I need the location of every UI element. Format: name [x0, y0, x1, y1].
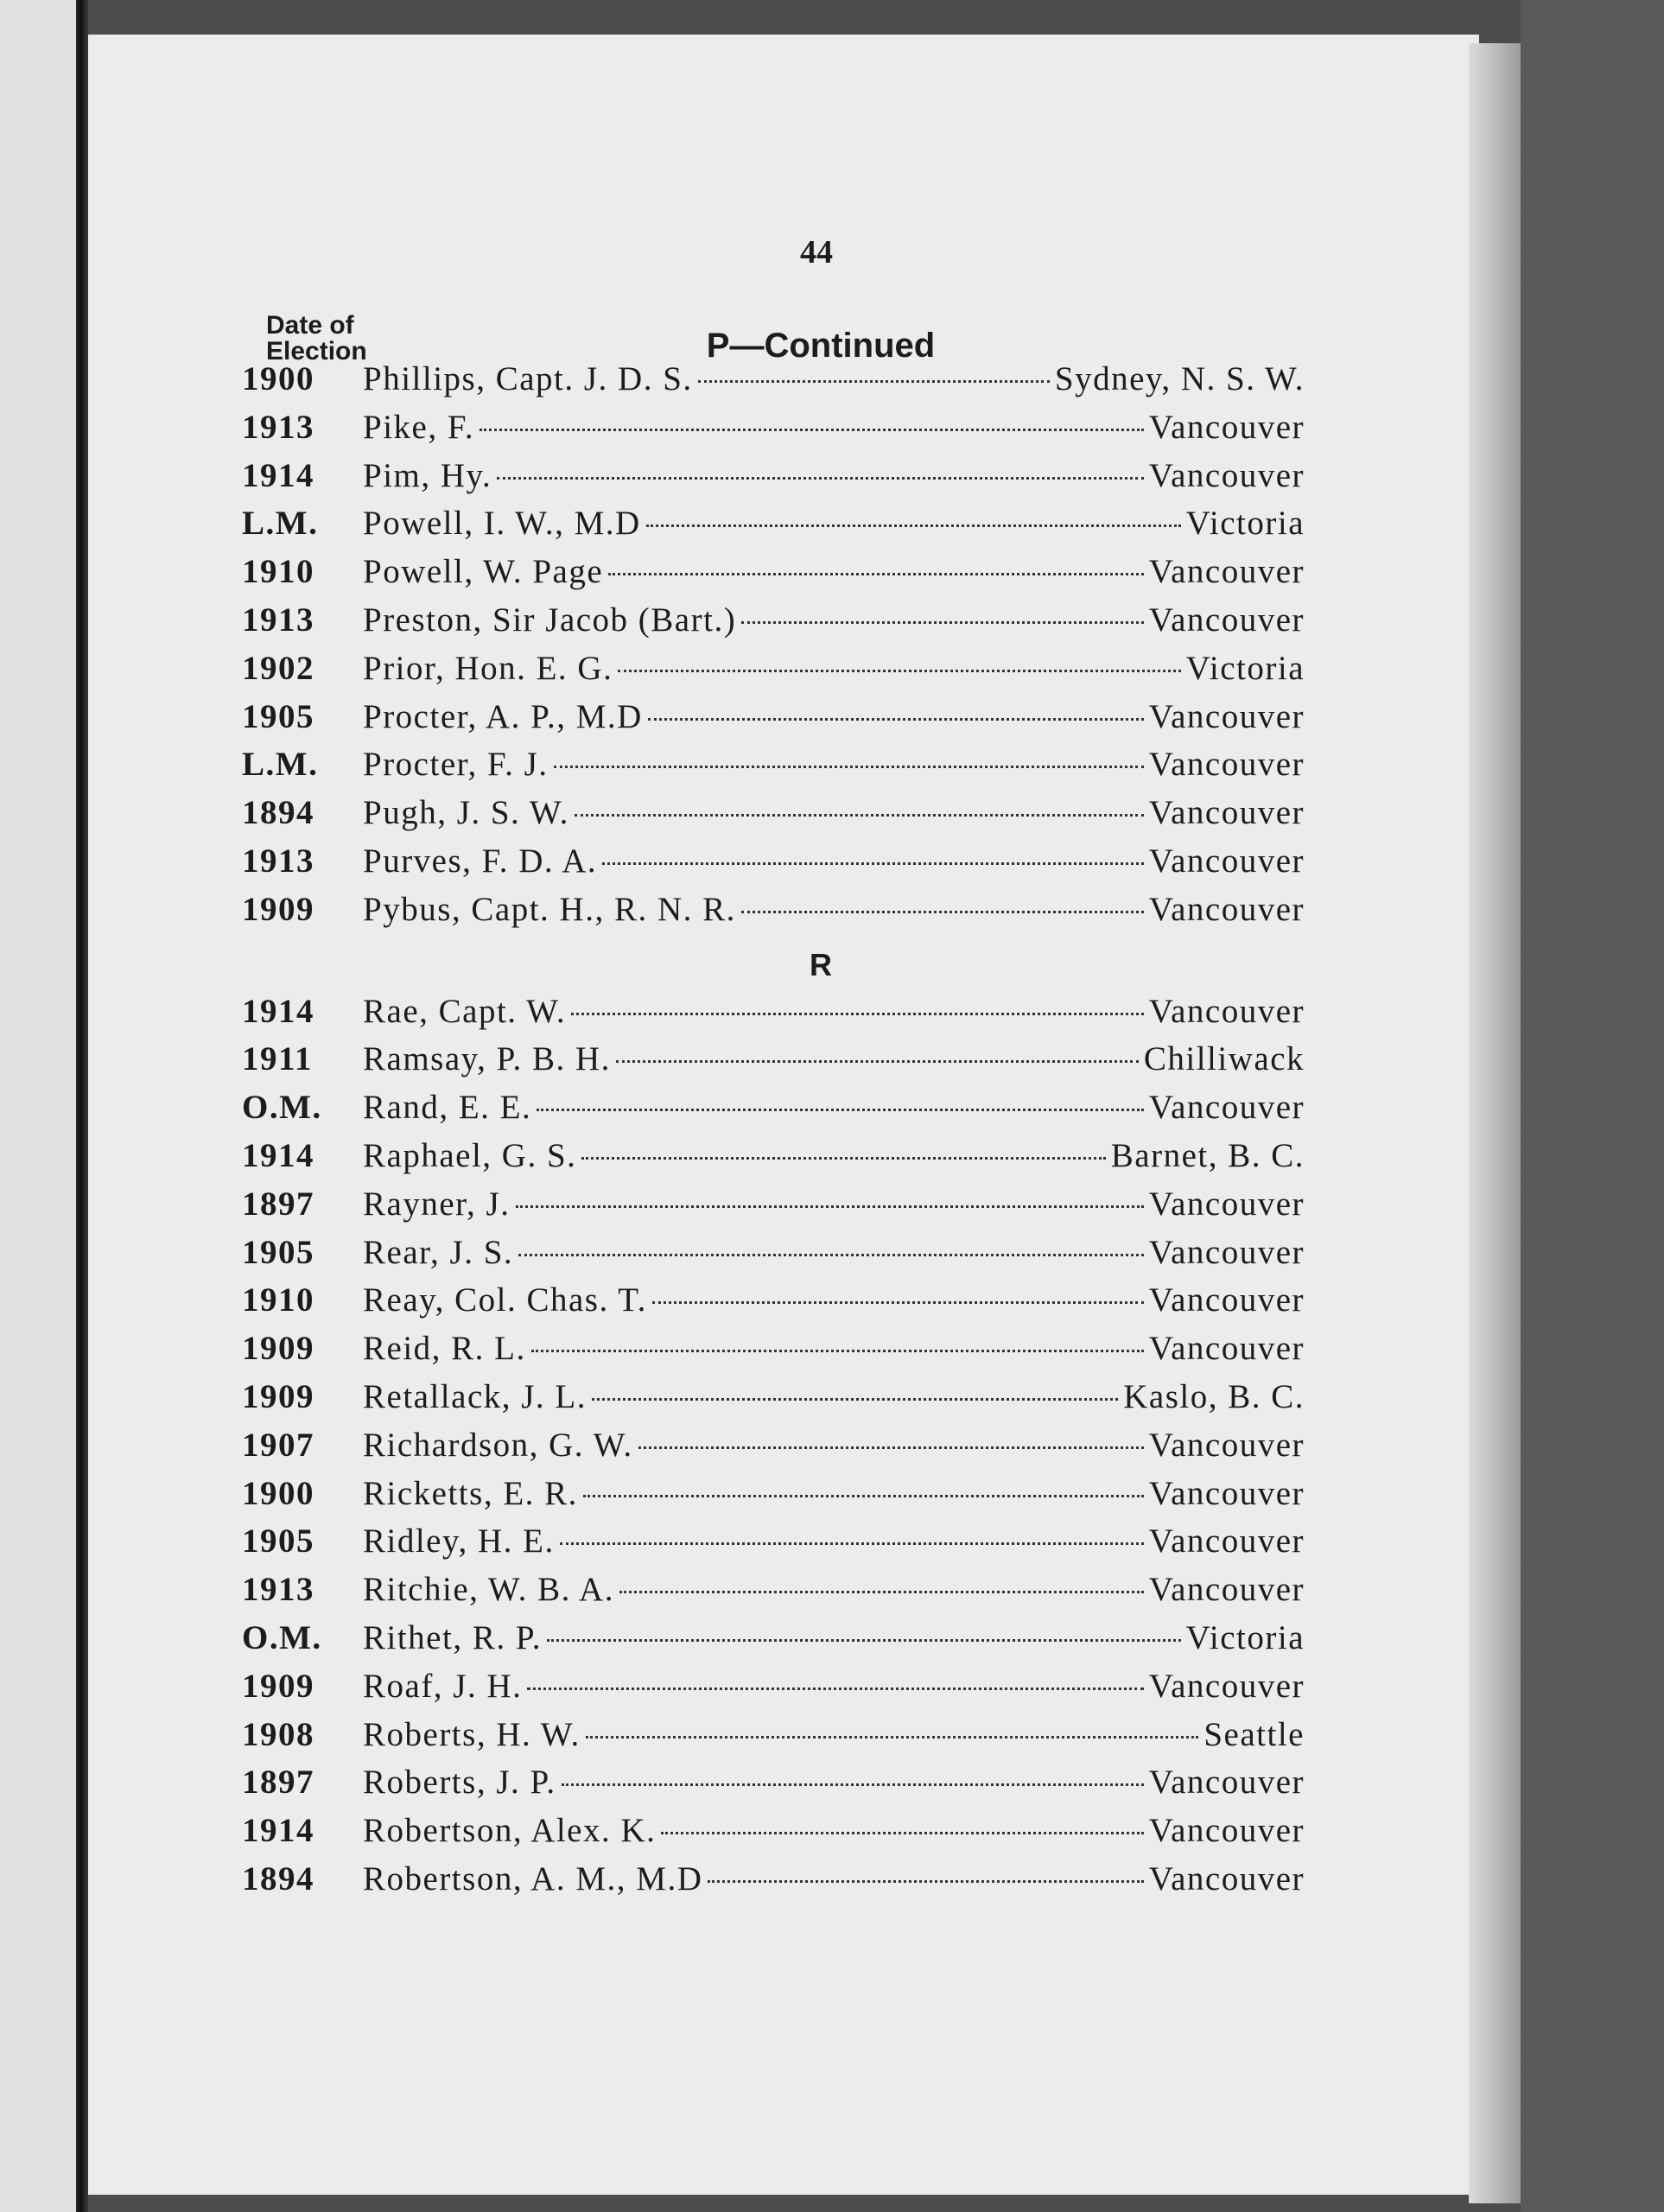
member-entry: [242, 842, 1305, 890]
member-name: Robertson, Alex. K.: [363, 1812, 657, 1850]
member-list-r: [242, 992, 1305, 1908]
election-date: 1914: [242, 1812, 314, 1850]
member-residence: Vancouver: [1148, 1571, 1305, 1609]
member-name: Phillips, Capt. J. D. S.: [363, 360, 693, 397]
member-residence: Vancouver: [1148, 553, 1305, 591]
dot-leader: [618, 670, 1180, 672]
member-name: Roberts, H. W.: [363, 1715, 581, 1753]
dot-leader: [583, 1495, 1144, 1497]
election-date: 1914: [242, 1136, 314, 1174]
dot-leader: [698, 380, 1050, 383]
page-header: [242, 271, 1305, 365]
dot-leader: [638, 1446, 1144, 1449]
election-date: 1900: [242, 360, 314, 397]
dot-leader: [537, 1109, 1144, 1111]
member-residence: Vancouver: [1148, 746, 1305, 784]
dot-leader: [741, 911, 1144, 913]
member-name: Retallack, J. L.: [363, 1377, 587, 1415]
member-name: Powell, I. W., M.D: [363, 505, 641, 543]
election-date: 1910: [242, 1281, 314, 1319]
dot-leader: [518, 1254, 1144, 1256]
member-name: Preston, Sir Jacob (Bart.): [363, 601, 737, 639]
member-name: Richardson, G. W.: [363, 1426, 633, 1464]
election-date: 1905: [242, 1233, 314, 1271]
member-entry: [242, 1859, 1305, 1908]
election-date: 1902: [242, 649, 314, 687]
election-date: 1905: [242, 1522, 314, 1560]
member-residence: Sydney, N. S. W.: [1054, 360, 1305, 397]
member-entry: [242, 408, 1305, 456]
member-name: Pike, F.: [363, 408, 475, 446]
dot-leader: [708, 1880, 1143, 1883]
dot-leader: [652, 1301, 1144, 1304]
member-entry: [242, 745, 1305, 793]
dot-leader: [661, 1832, 1143, 1834]
page-number: 44: [800, 234, 833, 270]
member-entry: [242, 1233, 1305, 1281]
election-date: 1909: [242, 1330, 314, 1368]
election-date: 1913: [242, 1571, 314, 1609]
member-name: Roaf, J. H.: [363, 1667, 523, 1705]
member-name: Rand, E. E.: [363, 1089, 532, 1127]
column-label-line: Date of: [266, 311, 354, 340]
dot-leader: [602, 862, 1144, 865]
election-date: O.M.: [242, 1089, 322, 1127]
member-name: Ricketts, E. R.: [363, 1474, 578, 1512]
dot-leader: [616, 1060, 1139, 1063]
dot-leader: [592, 1398, 1118, 1401]
election-date: 1914: [242, 992, 314, 1030]
member-entry: [242, 992, 1305, 1040]
member-residence: Vancouver: [1148, 1812, 1305, 1850]
election-date: 1894: [242, 794, 314, 832]
election-date: 1897: [242, 1764, 314, 1802]
election-date: 1905: [242, 697, 314, 735]
member-residence: Vancouver: [1148, 1233, 1305, 1271]
election-date: 1909: [242, 890, 314, 928]
scan-backdrop: [1521, 0, 1664, 2212]
dot-leader: [608, 573, 1144, 575]
dot-leader: [527, 1688, 1143, 1690]
member-name: Prior, Hon. E. G.: [363, 649, 613, 687]
member-name: Roberts, J. P.: [363, 1764, 556, 1802]
member-entry: [242, 1570, 1305, 1618]
election-date: 1908: [242, 1715, 314, 1753]
election-date: O.M.: [242, 1618, 322, 1656]
election-date: L.M.: [242, 746, 319, 784]
member-entry: [242, 793, 1305, 842]
election-date: 1910: [242, 553, 314, 591]
page-edge: [1469, 43, 1521, 2203]
member-entry: [242, 552, 1305, 601]
election-date: 1913: [242, 601, 314, 639]
member-entry: [242, 1088, 1305, 1136]
dot-leader: [547, 1639, 1181, 1642]
election-date: 1914: [242, 456, 314, 494]
election-date: 1911: [242, 1040, 313, 1078]
dot-leader: [480, 429, 1144, 431]
member-list-p: [242, 359, 1305, 938]
member-entry: [242, 1811, 1305, 1859]
dot-leader: [648, 718, 1144, 721]
dot-leader: [562, 1783, 1144, 1786]
member-name: Raphael, G. S.: [363, 1136, 577, 1174]
member-residence: Victoria: [1185, 1618, 1305, 1656]
member-residence: Vancouver: [1148, 992, 1305, 1030]
member-name: Robertson, A. M., M.D: [363, 1859, 703, 1897]
member-entry: [242, 1039, 1305, 1088]
member-name: Procter, A. P., M.D: [363, 697, 643, 735]
member-name: Rayner, J.: [363, 1185, 511, 1223]
dot-leader: [581, 1157, 1105, 1160]
member-entry: [242, 1715, 1305, 1764]
member-residence: Vancouver: [1148, 1764, 1305, 1802]
member-residence: Vancouver: [1148, 1859, 1305, 1897]
dot-leader: [554, 766, 1144, 768]
member-residence: Vancouver: [1148, 1426, 1305, 1464]
member-residence: Vancouver: [1148, 1522, 1305, 1560]
member-residence: Vancouver: [1148, 794, 1305, 832]
dot-leader: [741, 621, 1144, 624]
member-name: Pim, Hy.: [363, 456, 492, 494]
member-residence: Vancouver: [1148, 697, 1305, 735]
member-name: Ritchie, W. B. A.: [363, 1571, 614, 1609]
member-entry: [242, 1667, 1305, 1715]
member-name: Pybus, Capt. H., R. N. R.: [363, 890, 736, 928]
member-residence: Vancouver: [1148, 601, 1305, 639]
dot-leader: [571, 1013, 1144, 1015]
member-residence: Victoria: [1185, 505, 1305, 543]
member-entry: [242, 601, 1305, 649]
member-residence: Vancouver: [1148, 890, 1305, 928]
member-entry: [242, 1185, 1305, 1233]
member-name: Powell, W. Page: [363, 553, 604, 591]
column-label-line: Election: [266, 337, 367, 365]
member-residence: Kaslo, B. C.: [1123, 1377, 1305, 1415]
election-date: 1913: [242, 842, 314, 880]
dot-leader: [531, 1350, 1144, 1352]
member-entry: [242, 1377, 1305, 1426]
election-date: 1907: [242, 1426, 314, 1464]
member-entry: [242, 1763, 1305, 1811]
section-heading-p: P—Continued: [706, 327, 936, 365]
member-residence: Vancouver: [1148, 1281, 1305, 1319]
section-heading-r: R: [810, 946, 832, 982]
member-name: Procter, F. J.: [363, 746, 549, 784]
member-name: Reay, Col. Chas. T.: [363, 1281, 647, 1319]
member-name: Rear, J. S.: [363, 1233, 514, 1271]
member-name: Ramsay, P. B. H.: [363, 1040, 611, 1078]
member-name: Ridley, H. E.: [363, 1522, 555, 1560]
dot-leader: [646, 524, 1181, 527]
election-date: 1909: [242, 1377, 314, 1415]
member-name: Rae, Capt. W.: [363, 992, 567, 1030]
election-date: 1909: [242, 1667, 314, 1705]
dot-leader: [497, 477, 1143, 480]
member-residence: Seattle: [1204, 1715, 1305, 1753]
dot-leader: [575, 814, 1144, 817]
member-entry: [242, 1618, 1305, 1667]
member-entry: [242, 359, 1305, 408]
member-entry: [242, 1281, 1305, 1329]
member-entry: [242, 1474, 1305, 1522]
member-residence: Vancouver: [1148, 1185, 1305, 1223]
member-residence: Chilliwack: [1143, 1040, 1305, 1078]
member-name: Purves, F. D. A.: [363, 842, 598, 880]
member-name: Rithet, R. P.: [363, 1618, 542, 1656]
member-entry: [242, 649, 1305, 697]
election-date: 1900: [242, 1474, 314, 1512]
member-entry: [242, 456, 1305, 505]
member-name: Reid, R. L.: [363, 1330, 526, 1368]
member-residence: Vancouver: [1148, 842, 1305, 880]
member-residence: Vancouver: [1148, 1089, 1305, 1127]
member-residence: Barnet, B. C.: [1110, 1136, 1305, 1174]
member-residence: Vancouver: [1148, 408, 1305, 446]
facing-page: [0, 0, 78, 2212]
election-date: 1897: [242, 1185, 314, 1223]
member-residence: Vancouver: [1148, 456, 1305, 494]
member-residence: Victoria: [1185, 649, 1305, 687]
member-entry: [242, 697, 1305, 746]
dot-leader: [586, 1736, 1199, 1738]
member-entry: [242, 1522, 1305, 1570]
member-entry: [242, 890, 1305, 938]
member-entry: [242, 1136, 1305, 1185]
member-entry: [242, 1426, 1305, 1474]
member-residence: Vancouver: [1148, 1330, 1305, 1368]
election-date: L.M.: [242, 505, 319, 543]
book-gutter: [76, 0, 88, 2212]
election-date: 1894: [242, 1859, 314, 1897]
member-residence: Vancouver: [1148, 1667, 1305, 1705]
dot-leader: [619, 1591, 1144, 1593]
election-date: 1913: [242, 408, 314, 446]
member-entry: [242, 1329, 1305, 1377]
member-entry: [242, 504, 1305, 552]
dot-leader: [516, 1205, 1144, 1208]
member-name: Pugh, J. S. W.: [363, 794, 569, 832]
page-content: [242, 233, 1305, 1908]
dot-leader: [560, 1542, 1144, 1545]
member-residence: Vancouver: [1148, 1474, 1305, 1512]
